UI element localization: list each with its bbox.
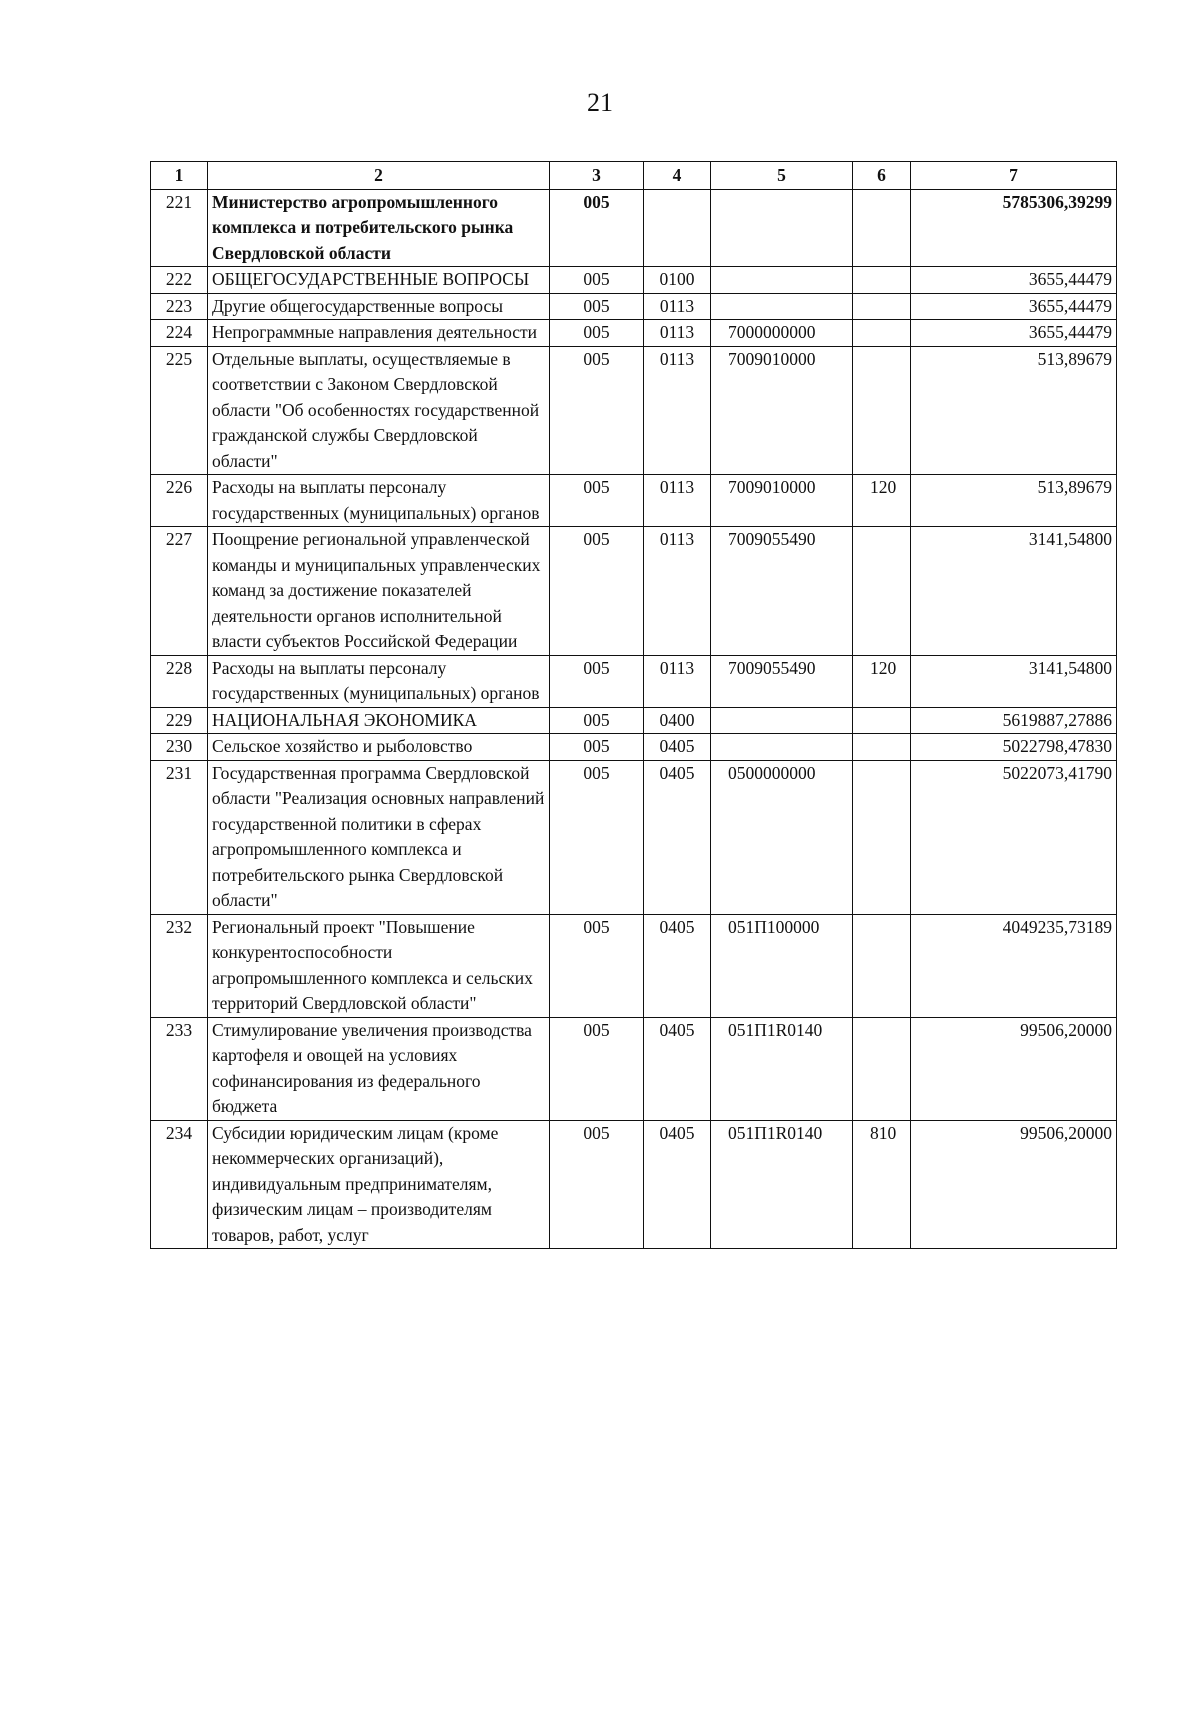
row-name-cell: Стимулирование увеличения производства картофеля и овощей на условиях софинансирования из федерального бюджета xyxy=(208,1017,550,1120)
expense-type-cell xyxy=(853,914,911,1017)
admin-code-cell: 005 xyxy=(550,1017,644,1120)
header-cell: 1 xyxy=(151,162,208,190)
table-row xyxy=(151,1017,1117,1120)
row-name-cell: Другие общегосударственные вопросы xyxy=(208,293,550,320)
section-code-cell: 0405 xyxy=(644,1120,711,1249)
admin-code-cell: 005 xyxy=(550,189,644,267)
row-name-cell: Государственная программа Свердловской области "Реализация основных направлений государственной политики в сферах агропромышленного комплекса и потребительского рынка Свердловской области" xyxy=(208,760,550,914)
target-article-cell: 051П1R0140 xyxy=(711,1017,853,1120)
section-code-cell: 0400 xyxy=(644,707,711,734)
header-cell: 4 xyxy=(644,162,711,190)
expense-type-cell xyxy=(853,293,911,320)
header-cell: 5 xyxy=(711,162,853,190)
target-article-cell: 7000000000 xyxy=(711,320,853,347)
expense-type-cell xyxy=(853,346,911,475)
admin-code-cell: 005 xyxy=(550,707,644,734)
row-number-cell: 224 xyxy=(151,320,208,347)
table-header-row xyxy=(151,162,1117,190)
target-article-cell xyxy=(711,734,853,761)
sum-cell: 3141,54800 xyxy=(911,655,1117,707)
row-name-cell: Министерство агропромышленного комплекса и потребительского рынка Свердловской области xyxy=(208,189,550,267)
row-number-cell: 231 xyxy=(151,760,208,914)
sum-cell: 3655,44479 xyxy=(911,293,1117,320)
row-number-cell: 223 xyxy=(151,293,208,320)
row-number-cell: 232 xyxy=(151,914,208,1017)
row-name-cell: Субсидии юридическим лицам (кроме некоммерческих организаций), индивидуальным предпринимателям, физическим лицам – производителям товаров, работ, услуг xyxy=(208,1120,550,1249)
section-code-cell xyxy=(644,189,711,267)
sum-cell: 3655,44479 xyxy=(911,267,1117,294)
row-number-cell: 221 xyxy=(151,189,208,267)
row-number-cell: 225 xyxy=(151,346,208,475)
section-code-cell: 0113 xyxy=(644,320,711,347)
target-article-cell: 7009010000 xyxy=(711,346,853,475)
sum-cell: 99506,20000 xyxy=(911,1017,1117,1120)
section-code-cell: 0405 xyxy=(644,1017,711,1120)
target-article-cell xyxy=(711,293,853,320)
section-code-cell: 0113 xyxy=(644,475,711,527)
table-row xyxy=(151,760,1117,914)
admin-code-cell: 005 xyxy=(550,320,644,347)
sum-cell: 3141,54800 xyxy=(911,527,1117,656)
row-number-cell: 228 xyxy=(151,655,208,707)
expense-type-cell xyxy=(853,320,911,347)
target-article-cell: 051П1R0140 xyxy=(711,1120,853,1249)
admin-code-cell: 005 xyxy=(550,346,644,475)
header-cell: 6 xyxy=(853,162,911,190)
table-row xyxy=(151,346,1117,475)
section-code-cell: 0113 xyxy=(644,293,711,320)
row-number-cell: 230 xyxy=(151,734,208,761)
admin-code-cell: 005 xyxy=(550,527,644,656)
header-cell: 3 xyxy=(550,162,644,190)
sum-cell: 513,89679 xyxy=(911,475,1117,527)
admin-code-cell: 005 xyxy=(550,914,644,1017)
admin-code-cell: 005 xyxy=(550,655,644,707)
section-code-cell: 0100 xyxy=(644,267,711,294)
table-row xyxy=(151,527,1117,656)
expense-type-cell: 120 xyxy=(853,655,911,707)
table-body xyxy=(151,189,1117,1249)
budget-table xyxy=(150,161,1117,1249)
expense-type-cell xyxy=(853,1017,911,1120)
section-code-cell: 0113 xyxy=(644,346,711,475)
sum-cell: 5022798,47830 xyxy=(911,734,1117,761)
expense-type-cell: 810 xyxy=(853,1120,911,1249)
row-number-cell: 227 xyxy=(151,527,208,656)
row-number-cell: 233 xyxy=(151,1017,208,1120)
target-article-cell: 7009055490 xyxy=(711,655,853,707)
sum-cell: 5022073,41790 xyxy=(911,760,1117,914)
sum-cell: 513,89679 xyxy=(911,346,1117,475)
admin-code-cell: 005 xyxy=(550,475,644,527)
expense-type-cell: 120 xyxy=(853,475,911,527)
row-number-cell: 222 xyxy=(151,267,208,294)
row-name-cell: Региональный проект "Повышение конкурентоспособности агропромышленного комплекса и сельских территорий Свердловской области" xyxy=(208,914,550,1017)
section-code-cell: 0405 xyxy=(644,914,711,1017)
table-row xyxy=(151,655,1117,707)
table-row xyxy=(151,707,1117,734)
header-cell: 7 xyxy=(911,162,1117,190)
row-name-cell: Сельское хозяйство и рыболовство xyxy=(208,734,550,761)
sum-cell: 99506,20000 xyxy=(911,1120,1117,1249)
section-code-cell: 0113 xyxy=(644,655,711,707)
table-row xyxy=(151,475,1117,527)
target-article-cell xyxy=(711,267,853,294)
table-row xyxy=(151,320,1117,347)
expense-type-cell xyxy=(853,760,911,914)
table-row xyxy=(151,1120,1117,1249)
table-row xyxy=(151,189,1117,267)
sum-cell: 3655,44479 xyxy=(911,320,1117,347)
sum-cell: 5619887,27886 xyxy=(911,707,1117,734)
section-code-cell: 0405 xyxy=(644,734,711,761)
target-article-cell xyxy=(711,189,853,267)
target-article-cell: 7009010000 xyxy=(711,475,853,527)
expense-type-cell xyxy=(853,527,911,656)
table-row xyxy=(151,914,1117,1017)
table-row xyxy=(151,293,1117,320)
table-row xyxy=(151,267,1117,294)
sum-cell: 5785306,39299 xyxy=(911,189,1117,267)
row-name-cell: Расходы на выплаты персоналу государственных (муниципальных) органов xyxy=(208,655,550,707)
expense-type-cell xyxy=(853,707,911,734)
admin-code-cell: 005 xyxy=(550,734,644,761)
target-article-cell: 0500000000 xyxy=(711,760,853,914)
expense-type-cell xyxy=(853,189,911,267)
section-code-cell: 0113 xyxy=(644,527,711,656)
expense-type-cell xyxy=(853,267,911,294)
row-name-cell: ОБЩЕГОСУДАРСТВЕННЫЕ ВОПРОСЫ xyxy=(208,267,550,294)
expense-type-cell xyxy=(853,734,911,761)
admin-code-cell: 005 xyxy=(550,1120,644,1249)
admin-code-cell: 005 xyxy=(550,267,644,294)
row-name-cell: Отдельные выплаты, осуществляемые в соответствии с Законом Свердловской области "Об особенностях государственной гражданской службы Свердловской области" xyxy=(208,346,550,475)
row-number-cell: 226 xyxy=(151,475,208,527)
target-article-cell: 051П100000 xyxy=(711,914,853,1017)
table-row xyxy=(151,734,1117,761)
header-cell: 2 xyxy=(208,162,550,190)
row-number-cell: 234 xyxy=(151,1120,208,1249)
row-name-cell: Расходы на выплаты персоналу государственных (муниципальных) органов xyxy=(208,475,550,527)
row-name-cell: Непрограммные направления деятельности xyxy=(208,320,550,347)
row-number-cell: 229 xyxy=(151,707,208,734)
row-name-cell: Поощрение региональной управленческой команды и муниципальных управленческих команд за достижение показателей деятельности органов исполнительной власти субъектов Российской Федерации xyxy=(208,527,550,656)
sum-cell: 4049235,73189 xyxy=(911,914,1117,1017)
target-article-cell xyxy=(711,707,853,734)
section-code-cell: 0405 xyxy=(644,760,711,914)
page-number: 21 xyxy=(587,88,613,117)
row-name-cell: НАЦИОНАЛЬНАЯ ЭКОНОМИКА xyxy=(208,707,550,734)
admin-code-cell: 005 xyxy=(550,293,644,320)
admin-code-cell: 005 xyxy=(550,760,644,914)
target-article-cell: 7009055490 xyxy=(711,527,853,656)
